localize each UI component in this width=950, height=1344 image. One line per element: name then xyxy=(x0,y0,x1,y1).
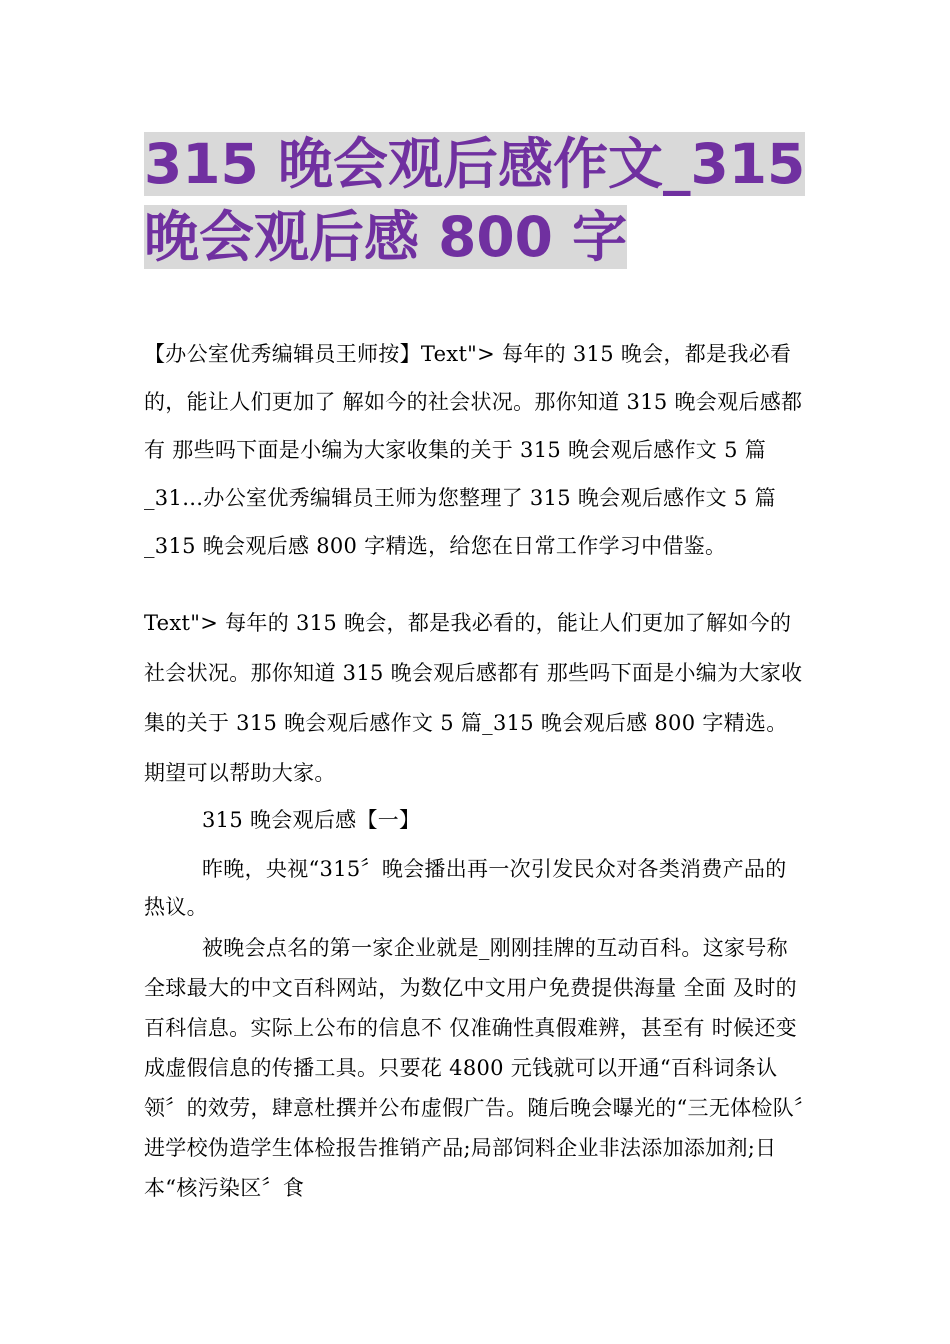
summary-paragraph: Text"> 每年的 315 晚会，都是我必看的，能让人们更加了解如今的社会状况。那你知道 315 晚会观后感都有 那些吗下面是小编为大家收集的关于 315 晚会观后感作文 5 篇_315 晚会观后感 800 字精选。期望可以帮助大家。 xyxy=(144,611,803,785)
document-title-text: 315 晚会观后感作文_315 晚会观后感 800 字 xyxy=(144,132,806,269)
body-paragraph-1: 昨晚，央视“315〞晚会播出再一次引发民众对各类消费产品的热议。 xyxy=(144,857,787,919)
body-paragraph-2: 被晚会点名的第一家企业就是_刚刚挂牌的互动百科。这家号称全球最大的中文百科网站，为数亿中文用户免费提供海量 全面 及时的百科信息。实际上公布的信息不 仅准确性真假难辨，甚至有 时候还变成虚假信息的传播工具。只要花 4800 元钱就可以开通“百科词条认领〞的效劳，肆意杜撰并公布虚假广告。随后晚会曝光的“三无体检队〞进学校伪造学生体检报告推销产品;局部饲料企业非法添加添加剂;日本“核污染区〞食 xyxy=(144,936,805,1200)
section-heading: 315 晚会观后感【一】 xyxy=(202,808,421,832)
document-title xyxy=(144,128,814,274)
intro-paragraph: 【办公室优秀编辑员王师按】Text"> 每年的 315 晚会，都是我必看的，能让人们更加了 解如今的社会状况。那你知道 315 晚会观后感都有 那些吗下面是小编为大家收集的关于 315 晚会观后感作文 5 篇_31…办公室优秀编辑员王师为您整理了 315 晚会观后感作文 5 篇_315 晚会观后感 800 字精选，给您在日常工作学习中借鉴。 xyxy=(144,342,803,558)
